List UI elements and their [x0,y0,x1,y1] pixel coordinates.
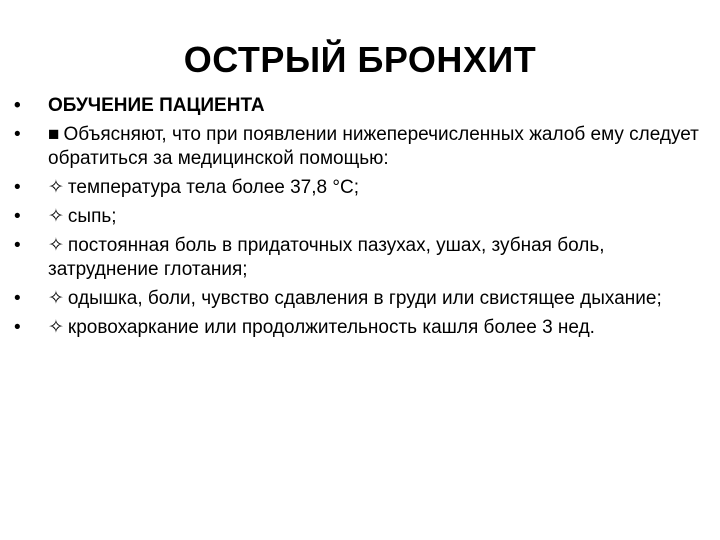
list-item [12,287,702,311]
bullet-dot-icon: • [14,317,21,338]
bullet-dot-icon: • [14,206,21,227]
bullet-list [12,94,702,345]
list-item [12,176,702,200]
bullet-dot-icon: • [14,177,21,198]
list-item [12,123,702,171]
list-item [12,94,702,118]
bullet-dot-icon: • [14,235,21,256]
bullet-dot-icon: • [14,124,21,145]
list-item [12,234,702,282]
list-item-text: кровохаркание или продолжительность кашля более 3 нед. [67,317,595,338]
list-item-text: сыпь; [67,206,117,227]
star-marker-icon: ✧ [48,317,64,338]
list-item-text: одышка, боли, чувство сдавления в груди или свистящее дыхание; [67,288,662,309]
star-marker-icon: ✧ [48,206,64,227]
star-marker-icon: ✧ [48,288,64,309]
bullet-dot-icon: • [14,288,21,309]
star-marker-icon: ✧ [48,235,64,256]
bullet-dot-icon: • [14,95,21,116]
star-marker-icon: ✧ [48,177,64,198]
list-item [12,316,702,340]
list-item-text: постоянная боль в придаточных пазухах, ушах, зубная боль, затруднение глотания; [48,235,605,280]
square-marker-icon: ■ [48,124,60,145]
list-item-text: Объясняют, что при появлении нижеперечисленных жалоб ему следует обратиться за медицинской помощью: [48,124,699,169]
slide-title: ОСТРЫЙ БРОНХИТ [183,39,537,80]
list-item [12,205,702,229]
list-item-text: ОБУЧЕНИЕ ПАЦИЕНТА [48,95,265,116]
list-item-text: температура тела более 37,8 °С; [67,177,359,198]
